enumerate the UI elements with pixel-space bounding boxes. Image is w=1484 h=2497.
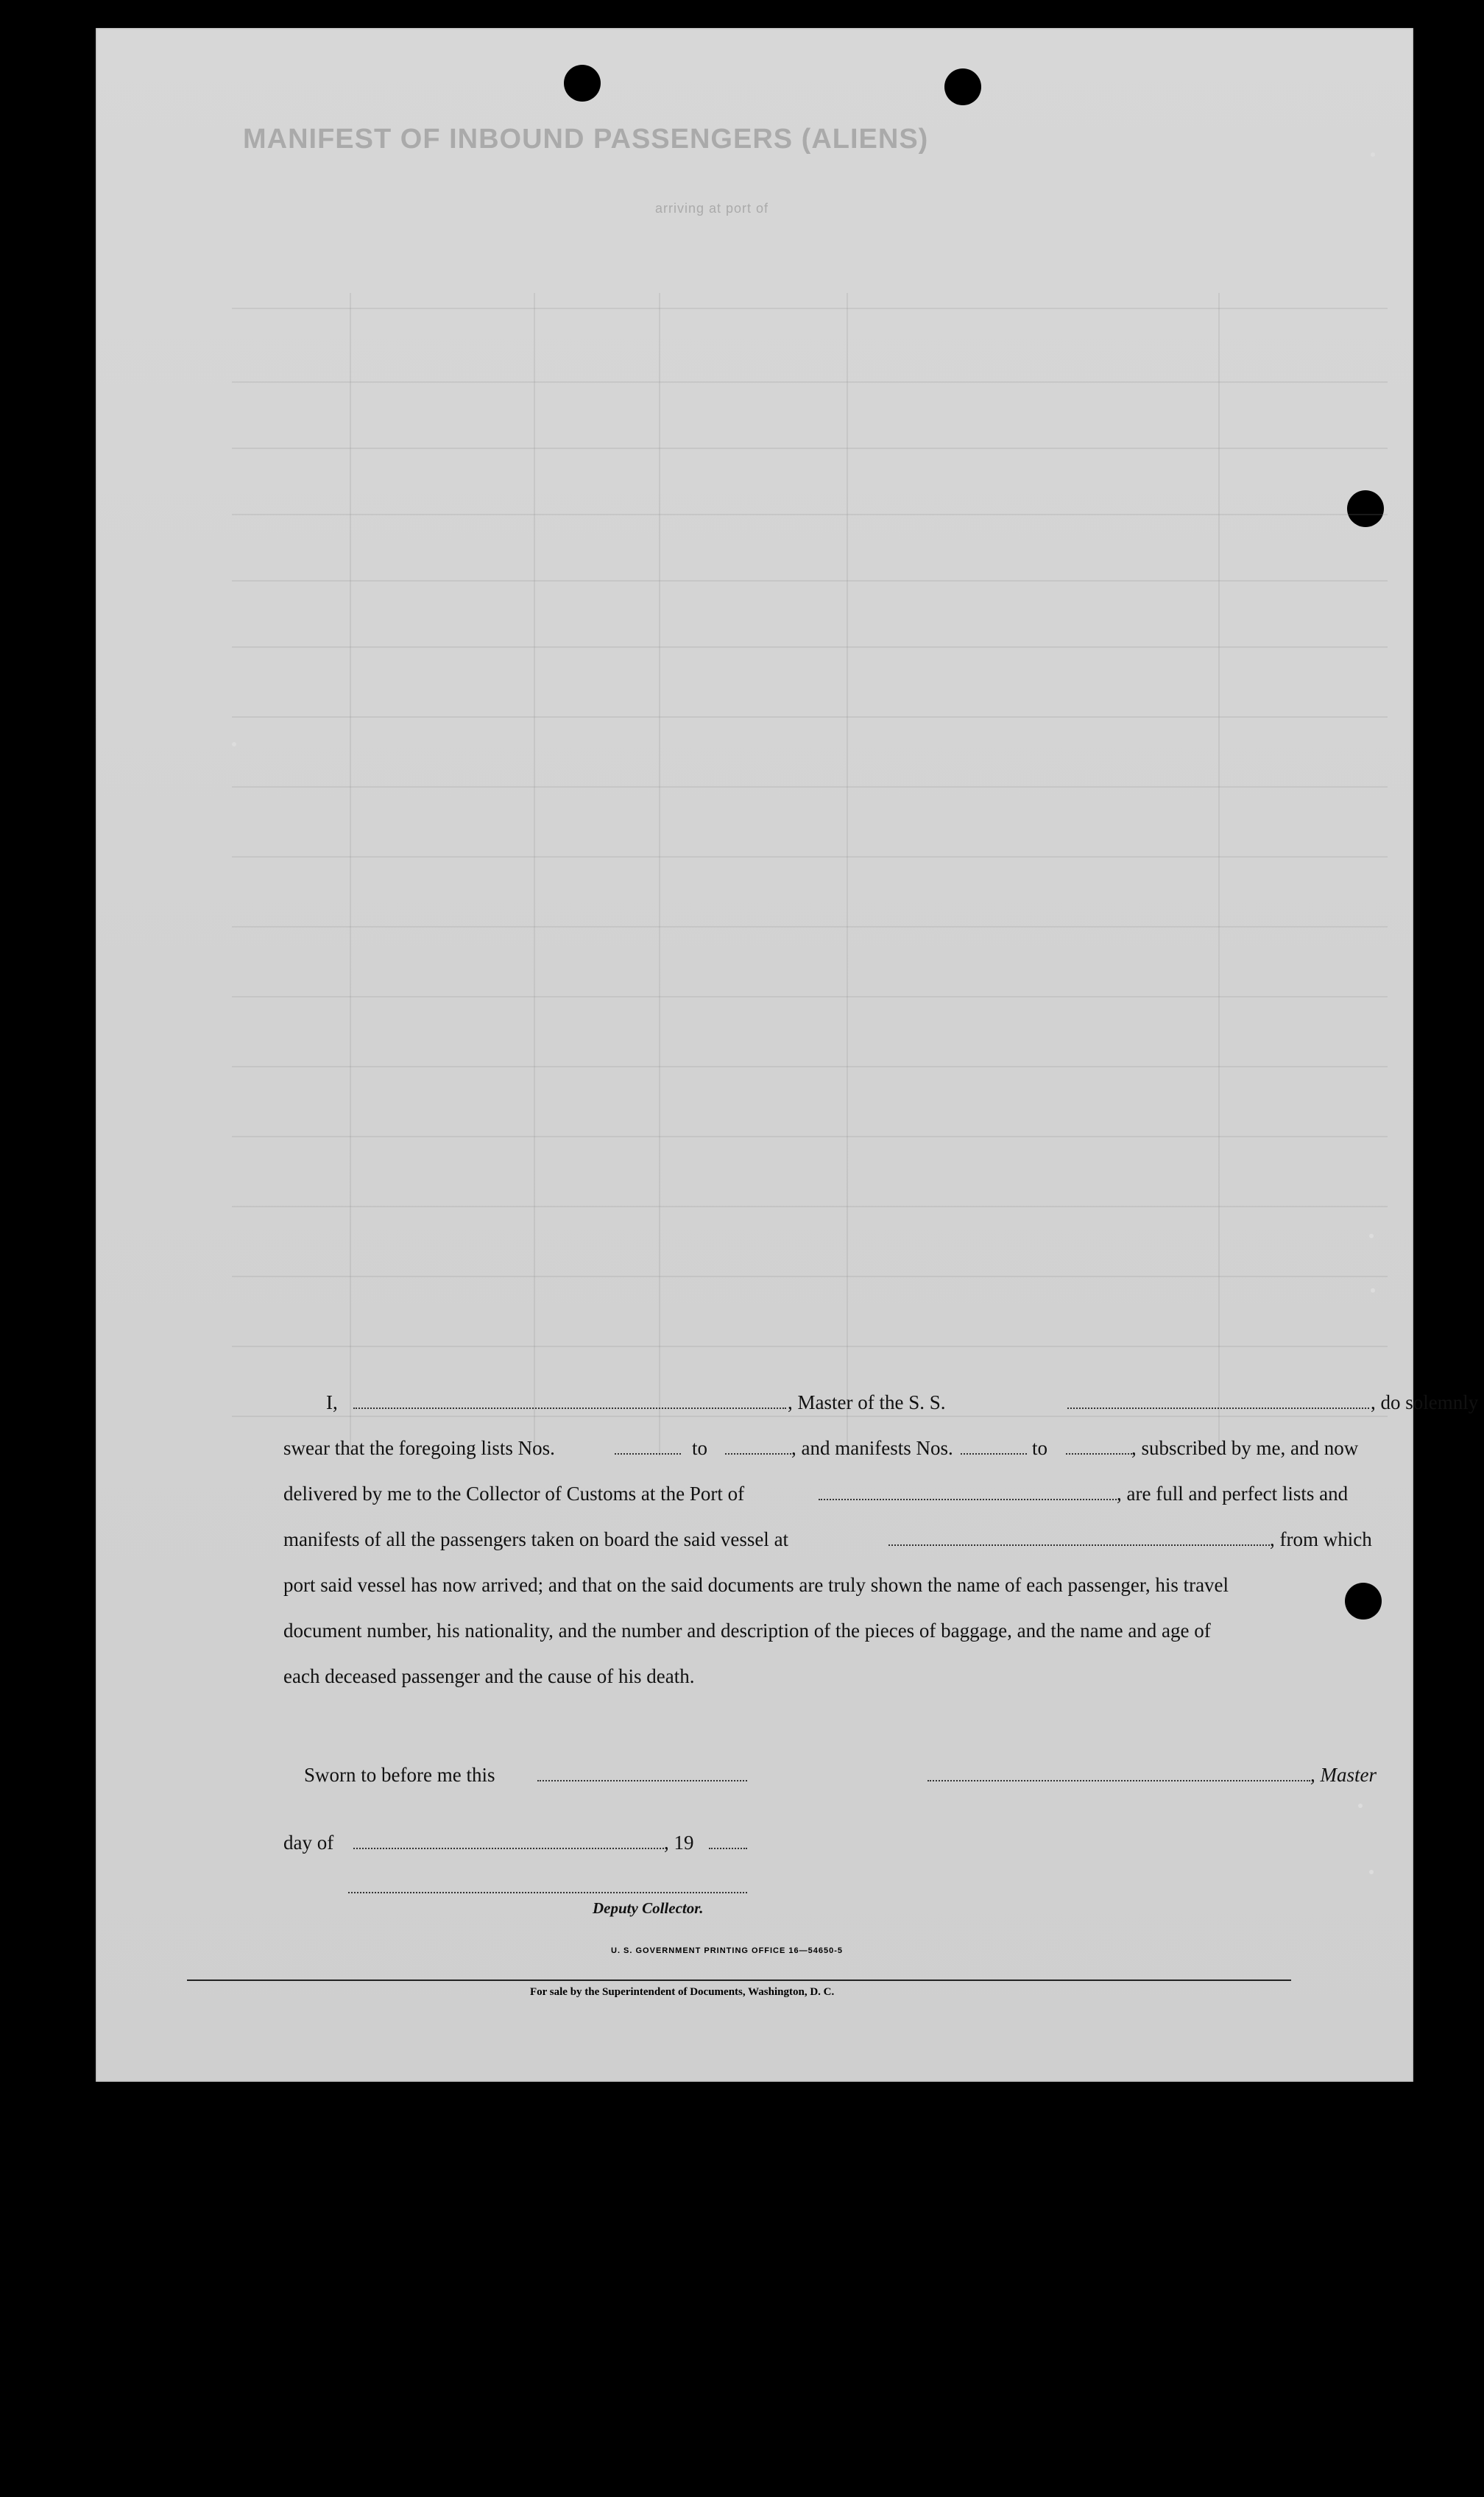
scan-speck [1369, 1870, 1374, 1874]
oath-to-label-1: to [692, 1437, 708, 1459]
lists-to-field[interactable] [725, 1437, 791, 1455]
year-prefix-label: , 19 [664, 1832, 694, 1854]
oath-text-line: each deceased passenger and the cause of his death. [283, 1665, 695, 1687]
day-of-line [283, 1832, 1395, 1861]
master-name-field[interactable] [353, 1391, 786, 1409]
sworn-line [283, 1764, 1395, 1793]
scan-speck [1369, 1234, 1374, 1238]
for-sale-notice: For sale by the Superintendent of Documents, Washington, D. C. [530, 1986, 835, 1998]
oath-line-7 [283, 1665, 1395, 1695]
scan-speck [232, 742, 236, 746]
departure-port-field[interactable] [888, 1528, 1270, 1546]
oath-to-label-2: to [1032, 1437, 1048, 1459]
scan-speck [1358, 1804, 1363, 1808]
oath-line-5 [283, 1574, 1395, 1603]
oath-collector-label: delivered by me to the Collector of Customs at the Port of [283, 1483, 745, 1505]
punch-hole [564, 65, 601, 102]
punch-hole [944, 68, 981, 105]
oath-i-label: I, [326, 1391, 338, 1413]
manifests-to-field[interactable] [1066, 1437, 1132, 1455]
sworn-label: Sworn to before me this [304, 1764, 495, 1786]
scan-speck [1371, 152, 1375, 157]
oath-full-lists-label: , are full and perfect lists and [1117, 1483, 1349, 1505]
oath-master-label: , Master of the S. S. [788, 1391, 946, 1413]
oath-line-3 [283, 1483, 1395, 1512]
oath-from-which-label: , from which [1270, 1528, 1372, 1550]
oath-solemnly-label: , do solemnly [1371, 1391, 1479, 1413]
scan-speck [1371, 1288, 1375, 1293]
oath-taken-label: manifests of all the passengers taken on board the said vessel at [283, 1528, 789, 1550]
oath-subscribed-label: , subscribed by me, and now [1131, 1437, 1359, 1459]
oath-text-line: port said vessel has now arrived; and that on the said documents are truly shown the name of each passenger, his travel [283, 1574, 1229, 1596]
oath-manifests-label: , and manifests Nos. [791, 1437, 953, 1459]
port-field[interactable] [819, 1483, 1117, 1500]
ghost-subtitle: arriving at port of [655, 201, 769, 216]
oath-text-line: document number, his nationality, and the number and description of the pieces of baggage, and the name and age of [283, 1620, 1211, 1642]
master-signature-field[interactable] [928, 1764, 1310, 1781]
manifests-from-field[interactable] [961, 1437, 1027, 1455]
vessel-name-field[interactable] [1067, 1391, 1369, 1409]
master-sig-label: , Master [1310, 1764, 1377, 1786]
printing-office-imprint: U. S. GOVERNMENT PRINTING OFFICE 16—54650-5 [611, 1946, 844, 1955]
deputy-signature-field[interactable] [348, 1876, 747, 1893]
day-of-label: day of [283, 1832, 334, 1854]
oath-lists-label: swear that the foregoing lists Nos. [283, 1437, 555, 1459]
manifest-page [96, 28, 1479, 2082]
ghost-table [232, 308, 1388, 1456]
deputy-line [283, 1889, 1395, 1918]
lists-from-field[interactable] [615, 1437, 681, 1455]
sworn-date-field[interactable] [537, 1764, 747, 1781]
month-field[interactable] [353, 1832, 664, 1849]
oath-line-2 [283, 1437, 1395, 1466]
deputy-collector-label: Deputy Collector. [593, 1899, 704, 1917]
oath-line-4 [283, 1528, 1395, 1558]
ghost-title: MANIFEST OF INBOUND PASSENGERS (ALIENS) [243, 124, 929, 155]
year-field[interactable] [709, 1832, 747, 1849]
footer-divider [187, 1979, 1291, 1981]
oath-line-1 [283, 1391, 1479, 1421]
oath-line-6 [283, 1620, 1395, 1649]
